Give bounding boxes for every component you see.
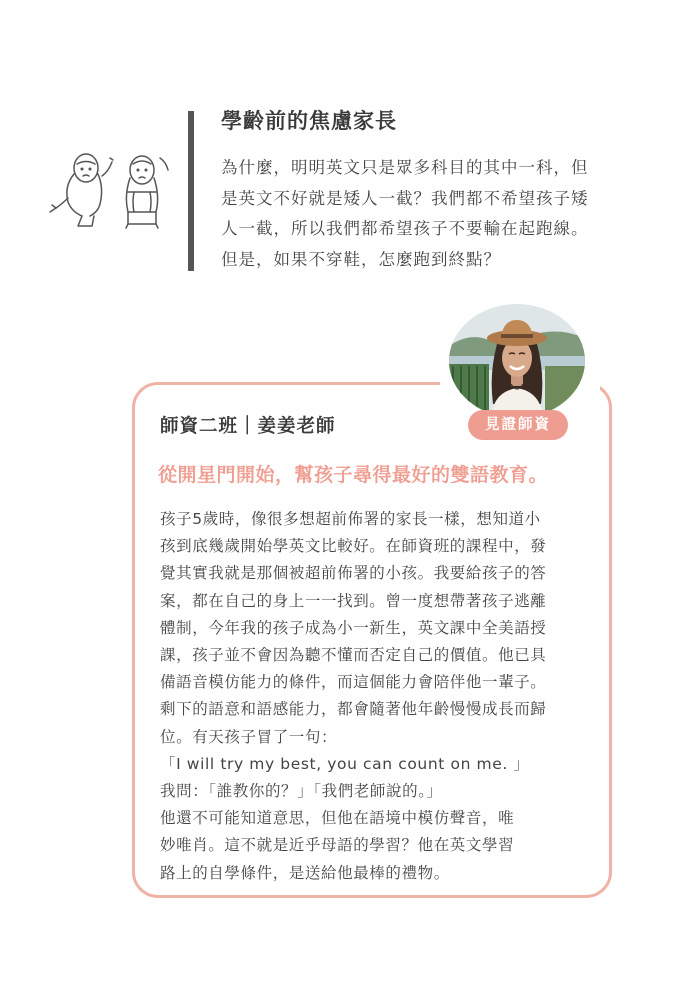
section-body-line: 但是，如果不穿鞋，怎麼跑到終點？ — [221, 249, 501, 269]
testimonial-badge: 見證師資 — [468, 410, 568, 440]
testimonial-line: 備語音模仿能力的條件，而這個能力會陪伴他一輩子。 — [160, 673, 547, 692]
testimonial-line: 位。有天孩子冒了一句： — [160, 727, 338, 746]
testimonial-line: 路上的自學條件，是送給他最棒的禮物。 — [160, 863, 450, 882]
anxious-parent-illustration — [44, 148, 172, 232]
section-accent-bar — [188, 111, 194, 271]
testimonial-line: 孩子5歲時，像很多想超前佈署的家長一樣，想知道小 — [160, 510, 541, 528]
teacher-portrait-photo — [449, 304, 585, 418]
testimonial-body — [160, 506, 600, 887]
section-body — [221, 153, 641, 275]
section-body-line: 人一截，所以我們都希望孩子不要輸在起跑線。 — [221, 219, 589, 238]
testimonial-line: 他還不可能知道意思，但他在語境中模仿聲音，唯 — [160, 809, 515, 828]
testimonial-line: 剩下的語意和語感能力，都會隨著他年齡慢慢成長而歸 — [160, 700, 547, 719]
testimonial-line: 覺其實我就是那個被超前佈署的小孩。我要給孩子的答 — [160, 564, 547, 583]
teacher-name: 師資二班｜姜姜老師 — [160, 416, 336, 437]
testimonial-line: 我問：「誰教你的？」「我們老師說的。」 — [160, 782, 443, 801]
testimonial-line: 妙唯肖。這不就是近乎母語的學習？他在英文學習 — [160, 836, 515, 855]
section-body-line: 是英文不好就是矮人一截？我們都不希望孩子矮 — [221, 188, 589, 208]
section-title: 學齡前的焦慮家長 — [221, 109, 397, 133]
testimonial-quote-line: 「I will try my best, you can count on me. 」 — [160, 754, 530, 773]
testimonial-line: 體制，今年我的孩子成為小一新生，英文課中全美語授 — [160, 618, 547, 637]
testimonial-line: 孩到底幾歲開始學英文比較好。在師資班的課程中，發 — [160, 537, 547, 556]
testimonial-line: 案，都在自己的身上一一找到。曾一度想帶著孩子逃離 — [160, 591, 547, 610]
testimonial-slogan: 從開星門開始，幫孩子尋得最好的雙語教育。 — [158, 464, 549, 486]
section-body-line: 為什麼，明明英文只是眾多科目的其中一科，但 — [221, 158, 589, 177]
testimonial-line: 課，孩子並不會因為聽不懂而否定自己的價值。他已具 — [160, 646, 547, 665]
